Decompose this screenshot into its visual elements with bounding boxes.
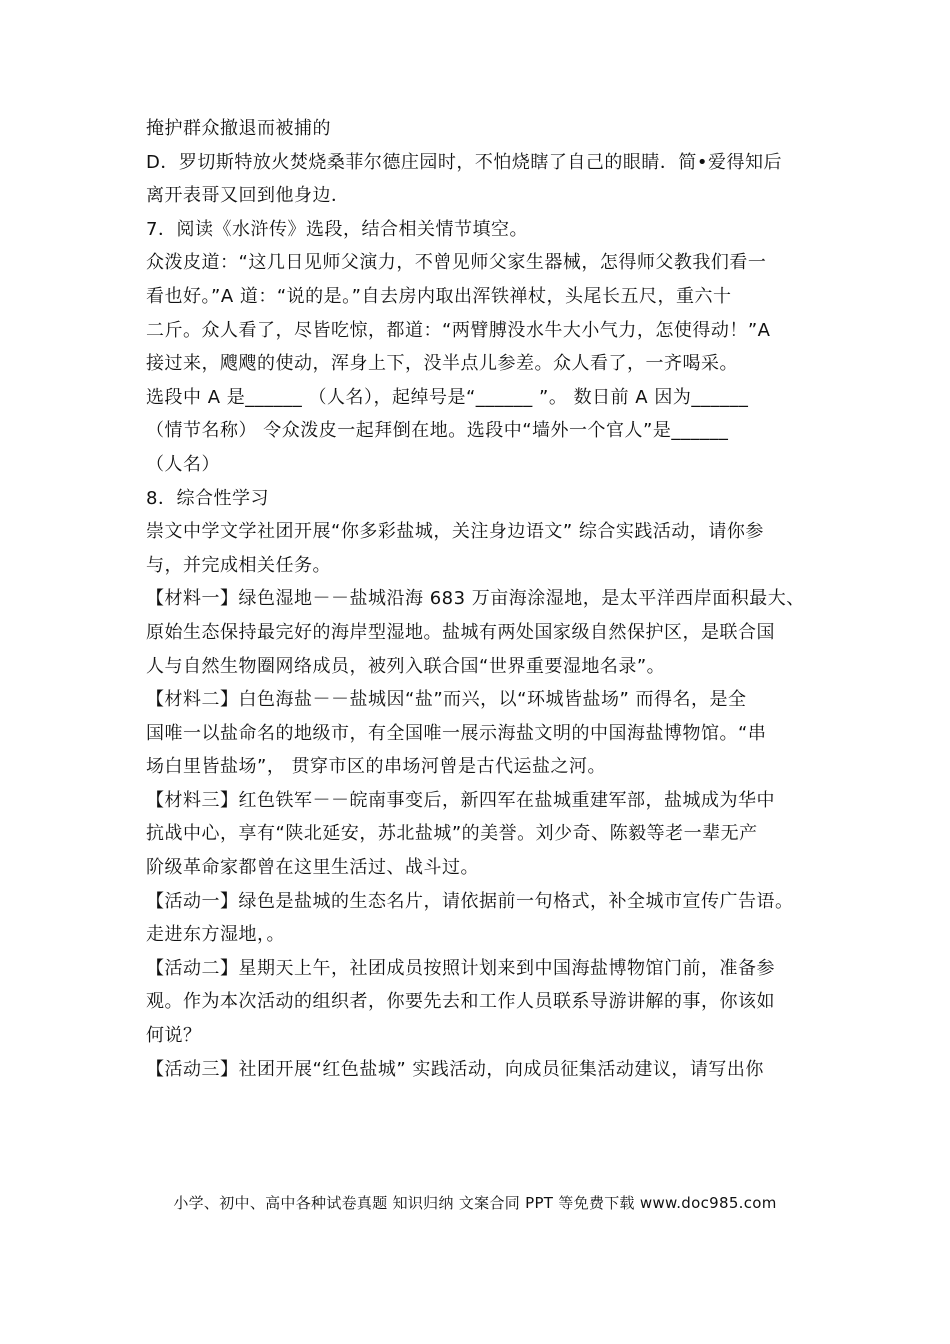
page-footer: 小学、初中、高中各种试卷真题 知识归纳 文案合同 PPT 等免费下载 www.doc985.com bbox=[173, 1194, 777, 1212]
text-line: 观。作为本次活动的组织者，你要先去和工作人员联系导游讲解的事，你该如 bbox=[146, 991, 775, 1013]
text-line: 掩护群众撤退而被捕的 bbox=[146, 118, 331, 139]
text-line: 接过来，飕飕的使动，浑身上下，没半点儿参差。众人看了，一齐喝采。 bbox=[146, 353, 738, 375]
fill-blank-line: 选段中 A 是______ （人名），起绰号是“______ ”。 数日前 A 因为______ bbox=[146, 386, 749, 408]
activity-3-line: 【活动三】社团开展“红色盐城” 实践活动，向成员征集活动建议，请写出你 bbox=[146, 1058, 764, 1080]
question-8-heading: 8．综合性学习 bbox=[146, 487, 269, 509]
activity-1-line: 【活动一】绿色是盐城的生态名片，请依据前一句格式，补全城市宣传广告语。 bbox=[146, 890, 794, 912]
fill-blank-line: （情节名称） 令众泼皮一起拜倒在地。选段中“墙外一个官人”是______ bbox=[146, 420, 729, 442]
text-line: 离开表哥又回到他身边． bbox=[146, 185, 350, 207]
material-1-line: 【材料一】绿色湿地－－盐城沿海 683 万亩海涂湿地，是太平洋西岸面积最大、 bbox=[146, 588, 805, 610]
option-d-line: D．罗切斯特放火焚烧桑菲尔德庄园时，不怕烧瞎了自己的眼睛．简•爱得知后 bbox=[146, 151, 782, 173]
activity-2-line: 【活动二】星期天上午，社团成员按照计划来到中国海盐博物馆门前，准备参 bbox=[146, 957, 775, 979]
text-line: 与，并完成相关任务。 bbox=[146, 554, 331, 576]
text-line: 何说？ bbox=[146, 1025, 202, 1047]
text-line: 走进东方湿地，。 bbox=[146, 924, 285, 946]
text-line: 人与自然生物圈网络成员，被列入联合国“世界重要湿地名录”。 bbox=[146, 655, 666, 677]
question-7-heading: 7．阅读《水浒传》选段，结合相关情节填空。 bbox=[146, 218, 528, 240]
text-line: 场白里皆盐场”， 贯穿市区的串场河曾是古代运盐之河。 bbox=[146, 756, 607, 778]
text-line: （人名） bbox=[146, 453, 220, 475]
text-line: 众泼皮道：“这几日见师父演力，不曾见师父家生器械，怎得师父教我们看一 bbox=[146, 252, 767, 274]
text-line: 二斤。众人看了，尽皆吃惊，都道：“两臂膊没水牛大小气力，怎使得动！”A bbox=[146, 319, 771, 341]
text-line: 国唯一以盐命名的地级市，有全国唯一展示海盐文明的中国海盐博物馆。“串 bbox=[146, 722, 767, 744]
document-body bbox=[146, 112, 821, 1086]
material-2-line: 【材料二】白色海盐－－盐城因“盐”而兴，以“环城皆盐场” 而得名，是全 bbox=[146, 689, 747, 711]
material-3-line: 【材料三】红色铁军－－皖南事变后，新四军在盐城重建军部，盐城成为华中 bbox=[146, 789, 775, 811]
text-line: 原始生态保持最完好的海岸型湿地。盐城有两处国家级自然保护区，是联合国 bbox=[146, 621, 775, 643]
text-line: 阶级革命家都曾在这里生活过、战斗过。 bbox=[146, 857, 479, 879]
text-line: 崇文中学文学社团开展“你多彩盐城，关注身边语文” 综合实践活动，请你参 bbox=[146, 521, 764, 543]
text-line: 看也好。”A 道：“说的是。”自去房内取出浑铁禅杖，头尾长五尺，重六十 bbox=[146, 285, 732, 307]
text-line: 抗战中心，享有“陕北延安，苏北盐城”的美誉。刘少奇、陈毅等老一辈无产 bbox=[146, 823, 758, 845]
